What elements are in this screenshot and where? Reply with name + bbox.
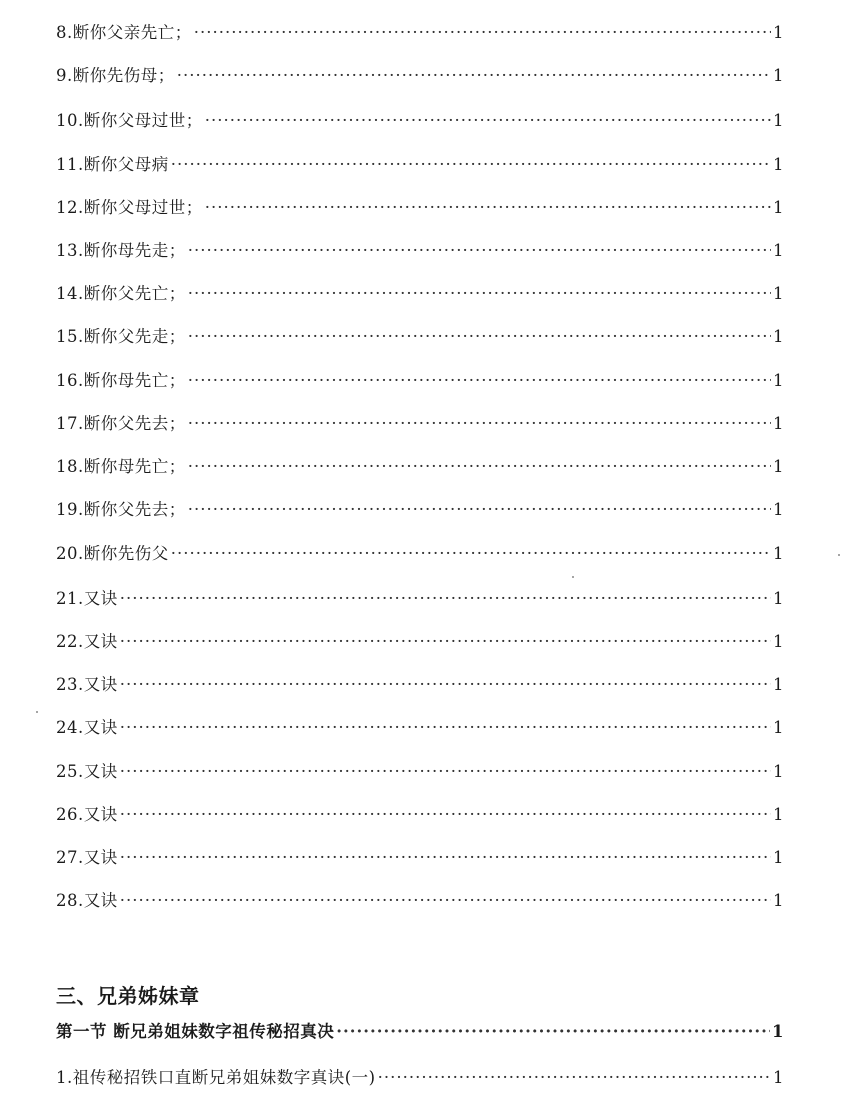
toc-entry-label: 26.又诀 <box>56 805 118 824</box>
toc-entry-10 <box>56 110 784 132</box>
toc-entry-label: 21.又诀 <box>56 589 118 608</box>
toc-entry-12 <box>56 197 784 219</box>
toc-entry-label: 11.断你父母病 <box>56 155 169 174</box>
toc-entry-label: 9.断你先伤母； <box>56 66 175 85</box>
toc-entry-28 <box>56 890 784 912</box>
dot-leader <box>171 154 771 176</box>
toc-entry-label: 8.断你父亲先亡； <box>56 23 192 42</box>
dot-leader <box>378 1067 771 1089</box>
toc-page-number: 1 <box>773 805 784 824</box>
toc-entry-label: 10.断你父母过世； <box>56 111 203 130</box>
toc-entry-20 <box>56 543 784 565</box>
dot-leader <box>120 890 771 912</box>
scan-speck <box>36 711 38 713</box>
toc-page-number: 1 <box>772 1022 784 1041</box>
dot-leader <box>120 847 771 869</box>
toc-entry-8 <box>56 22 784 44</box>
chapter-heading: 三、兄弟姊妹章 <box>56 984 200 1008</box>
toc-entry-21 <box>56 588 784 610</box>
toc-entry-label: 28.又诀 <box>56 891 118 910</box>
dot-leader <box>188 499 771 521</box>
toc-entry-label: 1.祖传秘招铁口直断兄弟姐妹数字真诀(一) <box>56 1068 376 1087</box>
toc-page-number: 1 <box>773 155 784 174</box>
toc-entry-18 <box>56 456 784 478</box>
dot-leader <box>171 543 771 565</box>
toc-entry-label: 27.又诀 <box>56 848 118 867</box>
toc-entry-label: 22.又诀 <box>56 632 118 651</box>
toc-entry-label: 14.断你父先亡； <box>56 284 186 303</box>
toc-entry-label: 15.断你父先走； <box>56 327 186 346</box>
toc-entry-label: 16.断你母先亡； <box>56 371 186 390</box>
toc-entry-label: 18.断你母先亡； <box>56 457 186 476</box>
dot-leader <box>188 240 771 262</box>
toc-page-number: 1 <box>773 327 784 346</box>
dot-leader <box>188 413 771 435</box>
toc-page-number: 1 <box>773 457 784 476</box>
toc-entry-label: 25.又诀 <box>56 762 118 781</box>
toc-entry-label: 17.断你父先去； <box>56 414 186 433</box>
toc-entry-19 <box>56 499 784 521</box>
dot-leader <box>188 456 771 478</box>
toc-entry-14 <box>56 283 784 305</box>
toc-page-number: 1 <box>773 500 784 519</box>
toc-entry-22 <box>56 631 784 653</box>
toc-entry-label: 19.断你父先去； <box>56 500 186 519</box>
toc-page-number: 1 <box>773 111 784 130</box>
toc-entry-label: 第一节 断兄弟姐妹数字祖传秘招真决 <box>56 1022 335 1041</box>
dot-leader <box>188 370 771 392</box>
dot-leader <box>336 1021 770 1043</box>
toc-entry-label: 23.又诀 <box>56 675 118 694</box>
toc-page-number: 1 <box>773 848 784 867</box>
toc-page-number: 1 <box>773 241 784 260</box>
toc-entry-label: 12.断你父母过世； <box>56 198 203 217</box>
toc-page-number: 1 <box>773 632 784 651</box>
toc-page-number: 1 <box>773 544 784 563</box>
toc-entry-label: 13.断你母先走； <box>56 241 186 260</box>
dot-leader <box>120 761 771 783</box>
toc-entry-11 <box>56 154 784 176</box>
toc-entry-16 <box>56 370 784 392</box>
dot-leader <box>205 110 771 132</box>
toc-page-number: 1 <box>773 675 784 694</box>
toc-section-entry <box>56 1021 784 1043</box>
dot-leader <box>177 65 771 87</box>
toc-entry-27 <box>56 847 784 869</box>
toc-entry-label: 24.又诀 <box>56 718 118 737</box>
dot-leader <box>188 283 771 305</box>
toc-page-number: 1 <box>773 371 784 390</box>
dot-leader <box>120 804 771 826</box>
toc-page-number: 1 <box>773 414 784 433</box>
dot-leader <box>120 631 771 653</box>
toc-entry-15 <box>56 326 784 348</box>
dot-leader <box>120 717 771 739</box>
toc-entry-23 <box>56 674 784 696</box>
scan-speck <box>572 576 574 578</box>
toc-entry-label: 20.断你先伤父 <box>56 544 169 563</box>
toc-page-number: 1 <box>773 891 784 910</box>
toc-entry-25 <box>56 761 784 783</box>
toc-page-number: 1 <box>773 762 784 781</box>
dot-leader <box>194 22 771 44</box>
toc-page-number: 1 <box>773 284 784 303</box>
scan-speck <box>838 554 840 556</box>
dot-leader <box>205 197 771 219</box>
toc-page-number: 1 <box>773 23 784 42</box>
toc-sub-entry <box>56 1067 784 1089</box>
toc-page-number: 1 <box>773 1068 784 1087</box>
toc-entry-26 <box>56 804 784 826</box>
toc-page-number: 1 <box>773 589 784 608</box>
toc-entry-13 <box>56 240 784 262</box>
toc-page-number: 1 <box>773 66 784 85</box>
toc-entry-24 <box>56 717 784 739</box>
toc-page-number: 1 <box>773 718 784 737</box>
toc-entry-9 <box>56 65 784 87</box>
dot-leader <box>120 674 771 696</box>
dot-leader <box>120 588 771 610</box>
toc-page-number: 1 <box>773 198 784 217</box>
toc-entry-17 <box>56 413 784 435</box>
dot-leader <box>188 326 771 348</box>
